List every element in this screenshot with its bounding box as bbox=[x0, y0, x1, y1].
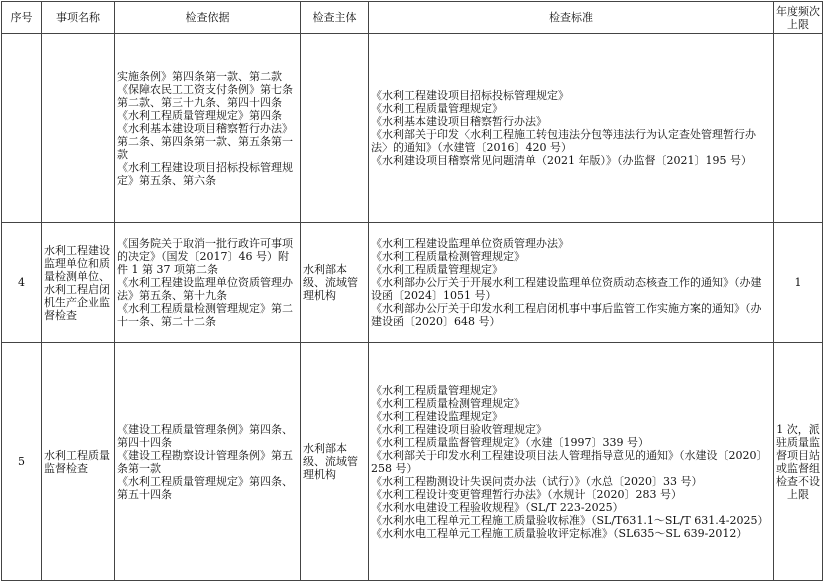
text-line: 《水利工程质量检测管理规定》 bbox=[371, 250, 525, 263]
text-line: 《水利工程质量检测管理规定》第二十一条、第二十二条 bbox=[117, 302, 293, 328]
row-subject: 水利部本级、流域管理机构 bbox=[301, 223, 369, 343]
text-line: 《水利部关于印发水利工程建设项目法人管理指导意见的通知》（水建设〔2020〕258 号） bbox=[371, 448, 768, 475]
text-line: 《水利工程质量检测管理规定》 bbox=[371, 396, 525, 410]
row-subject: 水利部本级、流域管理机构 bbox=[301, 343, 369, 581]
text-line: 《水利工程质量监督管理规定》（水建〔1997〕339 号） bbox=[371, 435, 649, 449]
row-subject bbox=[301, 34, 369, 223]
text-line: 《水利工程建设项目招标投标管理规定》第五条、第六条 bbox=[117, 160, 293, 187]
text-line: 《水利部办公厅关于开展水利工程建设监理单位资质动态核查工作的通知》（办建设函〔2024〕1051 号） bbox=[371, 276, 762, 302]
header-no: 序号 bbox=[2, 2, 42, 34]
row-limit: 1 次，派驻质量监督项目站或监督组检查不设上限 bbox=[774, 343, 823, 581]
text-line: 《水利工程勘测设计失误问责办法（试行）》（水总〔2020〕33 号） bbox=[371, 474, 703, 488]
row-name bbox=[42, 34, 115, 223]
text-line: 《水利工程质量管理规定》第四条 bbox=[117, 108, 282, 122]
row-standard bbox=[369, 223, 774, 343]
text-line: 实施条例》第四条第一款、第二款 bbox=[117, 69, 282, 83]
row-name: 水利工程质量监督检查 bbox=[42, 343, 115, 581]
text-line: 《水利水电建设工程验收规程》（SL/T 223-2025） bbox=[371, 500, 624, 514]
row-limit bbox=[774, 34, 823, 223]
text-line: 《水利工程建设项目招标投标管理规定》 bbox=[371, 89, 569, 102]
text-line: 《保障农民工工资支付条例》第七条第二款、第三十九条、第四十四条 bbox=[117, 82, 293, 109]
row-basis bbox=[115, 343, 301, 581]
text-line: 《水利工程建设监理单位资质管理办法》第五条、第十九条 bbox=[117, 276, 293, 302]
text-line: 《水利部办公厅关于印发水利工程启闭机事中事后监管工作实施方案的通知》（办建设函〔2020〕648 号） bbox=[371, 302, 762, 328]
header-standard: 检查标准 bbox=[369, 2, 774, 34]
text-line: 《水利工程设计变更管理暂行办法》（水规计〔2020〕283 号） bbox=[371, 487, 682, 501]
header-name: 事项名称 bbox=[42, 2, 115, 34]
text-line: 《国务院关于取消一批行政许可事项的决定》（国发〔2017〕46 号）附件 1 第 37 项第二条 bbox=[117, 237, 293, 276]
text-line: 《水利水电工程单元工程施工质量验收标准》（SL/T631.1～SL/T 631.4-2025） bbox=[371, 513, 769, 527]
text-line: 《建设工程勘察设计管理条例》第五条第一款 bbox=[117, 448, 293, 475]
text-line: 《水利工程质量管理规定》 bbox=[371, 383, 503, 397]
text-line: 《水利建设项目稽察常见问题清单（2021 年版）》（办监督〔2021〕195 号） bbox=[371, 154, 752, 167]
text-line: 《水利基本建设项目稽察暂行办法》第二条、第四条第一款、第五条第一款 bbox=[117, 121, 293, 161]
header-subject: 检查主体 bbox=[301, 2, 369, 34]
text-line: 《水利基本建设项目稽察暂行办法》 bbox=[371, 115, 547, 128]
row-no bbox=[2, 34, 42, 223]
text-line: 《水利工程质量管理规定》第四条、第五十四条 bbox=[117, 474, 293, 501]
header-limit: 年度频次上限 bbox=[774, 2, 823, 34]
inspection-table bbox=[1, 1, 823, 581]
text-line: 《水利工程质量管理规定》 bbox=[371, 263, 503, 276]
text-line: 《水利工程建设项目验收管理规定》 bbox=[371, 422, 547, 436]
row-limit: 1 bbox=[774, 223, 823, 343]
row-standard bbox=[369, 343, 774, 581]
header-basis: 检查依据 bbox=[115, 2, 301, 34]
row-basis bbox=[115, 223, 301, 343]
text-line: 《水利工程建设监理规定》 bbox=[371, 409, 503, 423]
text-line: 《水利工程建设监理单位资质管理办法》 bbox=[371, 237, 569, 250]
table-row bbox=[2, 34, 823, 223]
row-no: 4 bbox=[2, 223, 42, 343]
text-line: 《水利水电工程单元工程施工质量验收评定标准》（SL635～SL 639-2012） bbox=[371, 526, 748, 540]
text-line: 《水利工程质量管理规定》 bbox=[371, 102, 503, 115]
row-basis bbox=[115, 34, 301, 223]
text-line: 《建设工程质量管理条例》第四条、第四十四条 bbox=[117, 422, 293, 449]
row-name: 水利工程建设监理单位和质量检测单位、水利工程启闭机生产企业监督检查 bbox=[42, 223, 115, 343]
table-row bbox=[2, 223, 823, 343]
header-row bbox=[2, 2, 823, 34]
text-line: 《水利部关于印发〈水利工程施工转包违法分包等违法行为认定查处管理暂行办法〉的通知》（水建管〔2016〕420 号） bbox=[371, 128, 756, 154]
row-standard bbox=[369, 34, 774, 223]
table-row bbox=[2, 343, 823, 581]
row-no: 5 bbox=[2, 343, 42, 581]
